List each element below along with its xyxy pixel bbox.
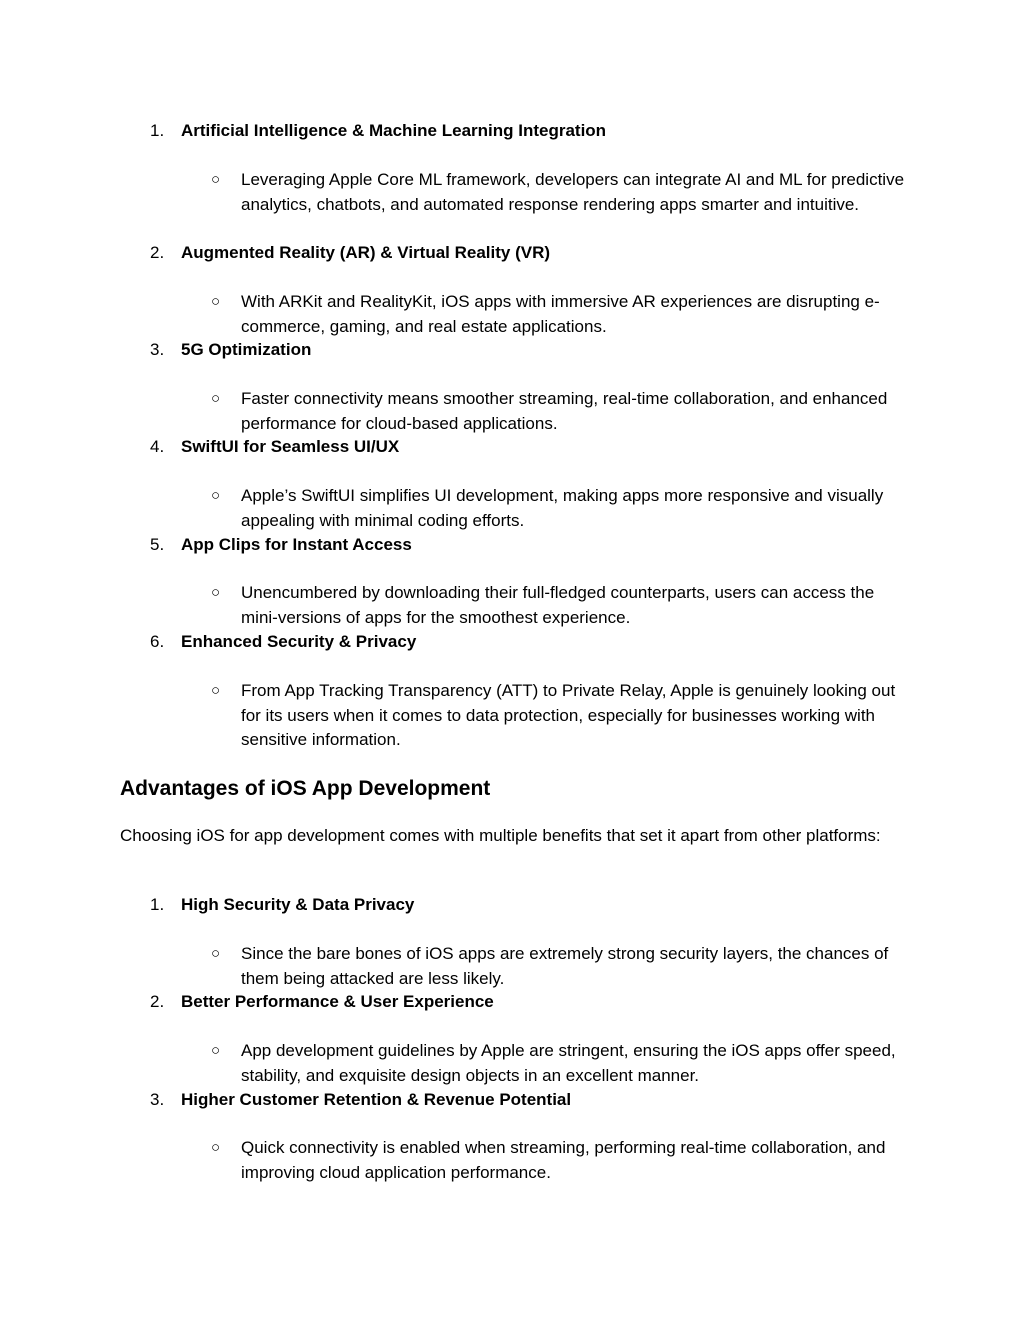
section-heading: Advantages of iOS App Development <box>120 777 491 800</box>
hollow-circle-bullet-icon: ○ <box>211 584 221 601</box>
list-item-detail: Unencumbered by downloading their full-fledged counterparts, users can access the mini-versions of apps for the smoothest experience. <box>241 583 875 627</box>
list-item-title: Augmented Reality (AR) & Virtual Reality (VR) <box>181 243 551 262</box>
list-number: 2. <box>150 243 165 262</box>
list-number: 4. <box>150 437 165 456</box>
list-number: 1. <box>150 121 165 140</box>
hollow-circle-bullet-icon: ○ <box>211 945 221 962</box>
list-item-detail: App development guidelines by Apple are stringent, ensuring the iOS apps offer speed, stability, and exquisite design objects in an excellent manner. <box>241 1041 896 1085</box>
list-item-title: High Security & Data Privacy <box>181 895 415 914</box>
list-number: 1. <box>150 895 165 914</box>
intro-paragraph: Choosing iOS for app development comes with multiple benefits that set it apart from other platforms: <box>120 826 881 845</box>
list-item-title: 5G Optimization <box>181 340 312 359</box>
list-item-title: Better Performance & User Experience <box>181 992 494 1011</box>
list-item-title: App Clips for Instant Access <box>181 535 412 554</box>
list-item-detail: Faster connectivity means smoother streaming, real-time collaboration, and enhanced performance for cloud-based applications. <box>241 389 888 433</box>
list-item-detail: Apple’s SwiftUI simplifies UI development, making apps more responsive and visually appealing with minimal coding efforts. <box>241 486 884 530</box>
list-number: 3. <box>150 1090 165 1109</box>
hollow-circle-bullet-icon: ○ <box>211 1042 221 1059</box>
hollow-circle-bullet-icon: ○ <box>211 171 221 188</box>
list-item-detail: Leveraging Apple Core ML framework, developers can integrate AI and ML for predictive analytics, chatbots, and automated response rendering apps smarter and intuitive. <box>241 170 905 214</box>
list-item-detail: Since the bare bones of iOS apps are extremely strong security layers, the chances of them being attacked are less likely. <box>241 944 889 988</box>
list-item-title: Higher Customer Retention & Revenue Potential <box>181 1090 572 1109</box>
list-item-title: Enhanced Security & Privacy <box>181 632 417 651</box>
list-item-detail: Quick connectivity is enabled when streaming, performing real-time collaboration, and improving cloud application performance. <box>241 1138 886 1182</box>
list-item-detail: From App Tracking Transparency (ATT) to Private Relay, Apple is genuinely looking out for its users when it comes to data protection, especially for businesses working with sensitive information. <box>241 681 896 749</box>
hollow-circle-bullet-icon: ○ <box>211 293 221 310</box>
list-number: 6. <box>150 632 165 651</box>
hollow-circle-bullet-icon: ○ <box>211 1139 221 1156</box>
list-item-detail: With ARKit and RealityKit, iOS apps with immersive AR experiences are disrupting e-commerce, gaming, and real estate applications. <box>241 292 880 336</box>
hollow-circle-bullet-icon: ○ <box>211 682 221 699</box>
hollow-circle-bullet-icon: ○ <box>211 487 221 504</box>
list-item-title: Artificial Intelligence & Machine Learning Integration <box>181 121 607 140</box>
list-item-title: SwiftUI for Seamless UI/UX <box>181 437 400 456</box>
list-number: 2. <box>150 992 165 1011</box>
list-number: 3. <box>150 340 165 359</box>
list-number: 5. <box>150 535 165 554</box>
hollow-circle-bullet-icon: ○ <box>211 390 221 407</box>
